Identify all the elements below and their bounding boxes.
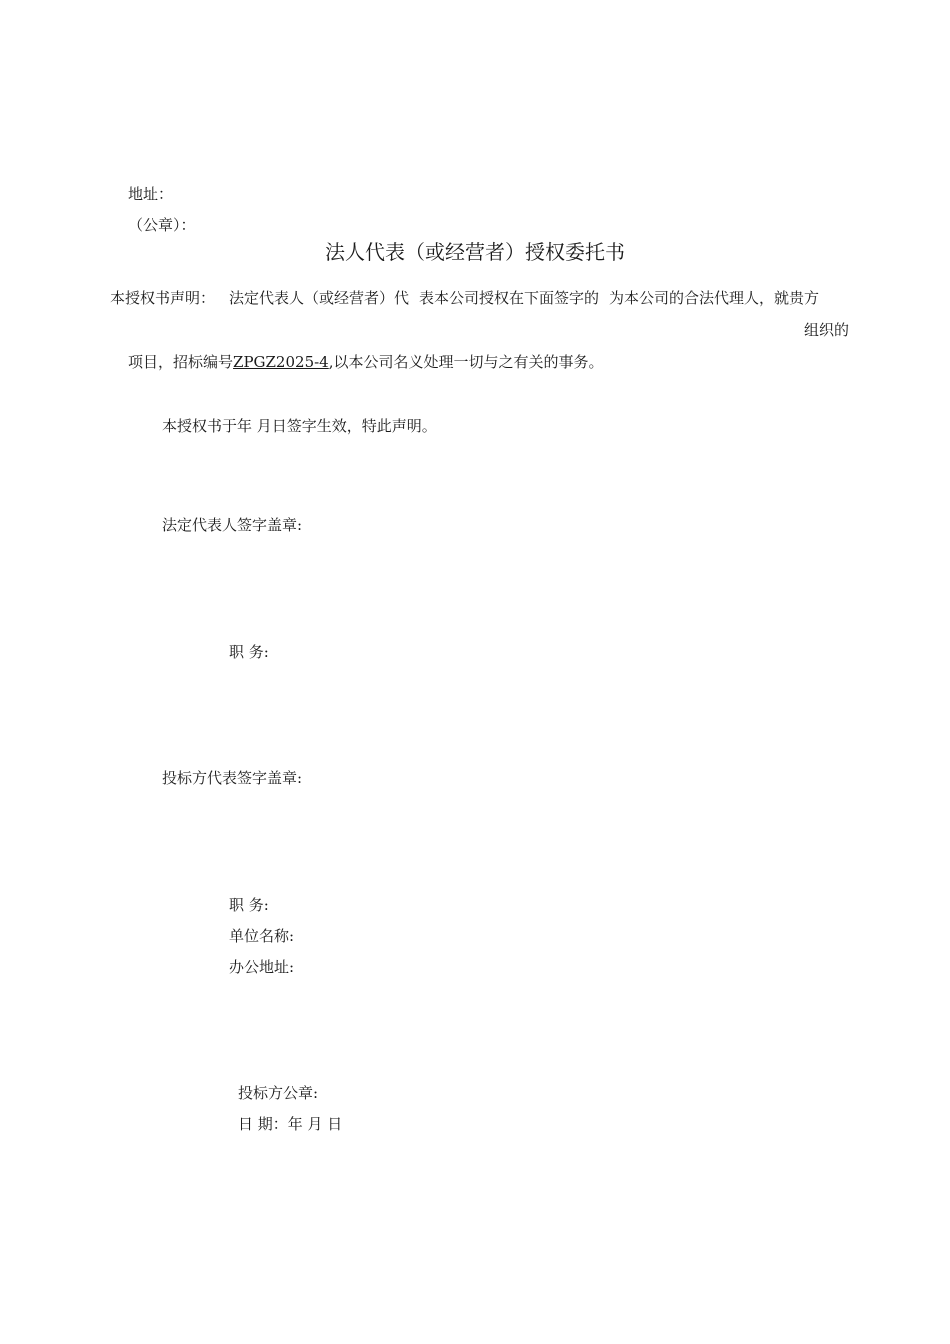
bidder-seal-label: 投标方公章: <box>238 1084 319 1102</box>
legal-rep-signature-label: 法定代表人签字盖章: <box>162 516 303 534</box>
declaration-line-2: 组织的 <box>804 321 850 339</box>
seal-label: （公章）： <box>128 216 196 234</box>
document-title: 法人代表（或经营者）授权委托书 <box>325 240 625 264</box>
effective-statement: 本授权书于年 月日签字生效，特此声明。 <box>162 417 437 435</box>
legal-rep-position-label: 职 务: <box>229 643 269 661</box>
office-address-label: 办公地址: <box>229 958 295 976</box>
declaration-line-1 <box>110 288 819 308</box>
declaration-lead: 本授权书声明： <box>110 289 216 307</box>
bidder-rep-position-label: 职 务: <box>229 896 269 914</box>
company-name-label: 单位名称: <box>229 927 295 945</box>
date-label: 日 期：年 月 日 <box>238 1115 343 1133</box>
declaration-line-3-prefix: 项目，招标编号 <box>128 353 234 371</box>
bid-number: ZPGZ2025-4 <box>233 353 329 371</box>
address-label: 地址： <box>128 185 174 203</box>
declaration-part-3: 为本公司的合法代理人，就贵方 <box>609 289 820 307</box>
declaration-line-3 <box>128 352 604 372</box>
bidder-rep-signature-label: 投标方代表签字盖章: <box>162 769 303 787</box>
declaration-part-2: 表本公司授权在下面签字的 <box>419 289 600 307</box>
declaration-part-1: 法定代表人（或经营者）代 <box>229 289 410 307</box>
declaration-line-3-suffix: ,以本公司名义处理一切与之有关的事务。 <box>328 353 604 371</box>
